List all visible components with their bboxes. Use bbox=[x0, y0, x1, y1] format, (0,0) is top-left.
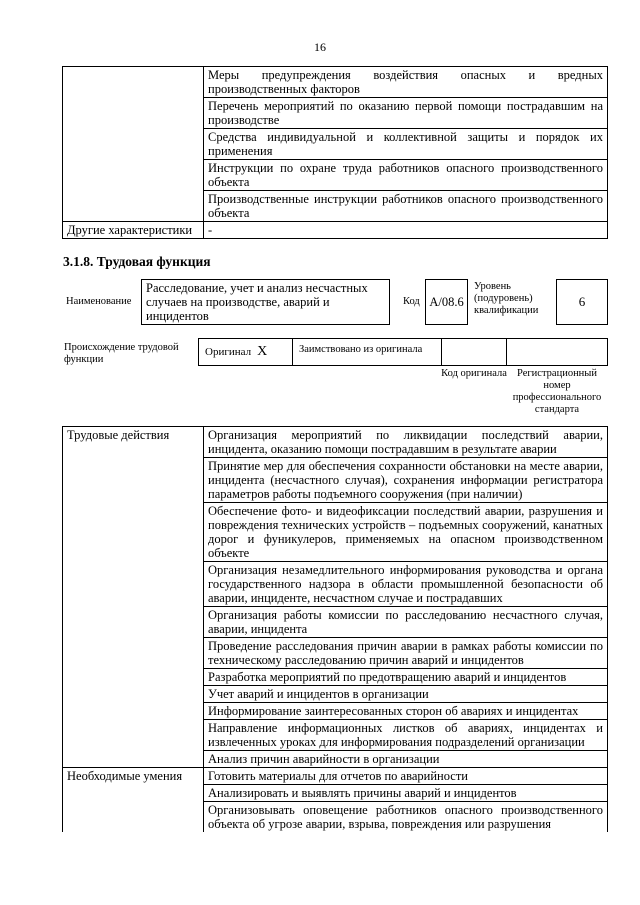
reg-caption: Регистрационный номер профессионального стандарта bbox=[512, 368, 602, 415]
labor-function-table bbox=[62, 426, 608, 832]
knowledge-item: Инструкции по охране труда работников опасного производственного объекта bbox=[204, 160, 608, 191]
function-code: А/08.6 bbox=[429, 294, 464, 309]
other-characteristics-value: - bbox=[204, 222, 608, 239]
skill-item: Анализировать и выявлять причины аварий и инцидентов bbox=[204, 785, 608, 802]
labor-action-item: Организация незамедлительного информирования руководства и органа государственного надзора в области промышленной безопасности об аварии, инциденте, несчастном случае и пострадавших bbox=[204, 562, 608, 607]
empty-label-cell bbox=[63, 67, 204, 222]
skill-item: Организовывать оповещение работников опасного производственного объекта об угрозе аварии, взрыва, повреждения или разрушения bbox=[204, 802, 608, 833]
labor-action-item: Организация мероприятий по ликвидации последствий аварии, инцидента, оказанию помощи пострадавшим в результате аварии bbox=[204, 427, 608, 458]
knowledge-item: Производственные инструкции работников опасного производственного объекта bbox=[204, 191, 608, 222]
labor-actions-label: Трудовые действия bbox=[63, 427, 204, 768]
section-heading: 3.1.8. Трудовая функция bbox=[63, 254, 211, 269]
reg-number-cell bbox=[506, 338, 608, 366]
code-caption: Код оригинала bbox=[441, 368, 507, 379]
level-box bbox=[556, 279, 608, 325]
labor-action-item: Принятие мер для обеспечения сохранности обстановки на месте аварии, инцидента (несчастного случая), сохранения информации регистратора параметров работы подъемного сооружения (при наличии) bbox=[204, 458, 608, 503]
original-label: Оригинал bbox=[205, 346, 252, 358]
original-cell bbox=[198, 338, 293, 366]
origin-label: Происхождение трудовой функции bbox=[64, 342, 179, 365]
labor-action-item: Организация работы комиссии по расследованию несчастного случая, аварии, инцидента bbox=[204, 607, 608, 638]
level-label: Уровень (подуровень) квалификации bbox=[474, 281, 539, 316]
knowledge-item: Перечень мероприятий по оказанию первой помощи пострадавшим на производстве bbox=[204, 98, 608, 129]
labor-action-item: Обеспечение фото- и видеофиксации последствий аварии, разрушения и повреждения технических устройств – подъемных сооружений, канатных дорог и фуникулеров, применяемых на опасном производственном объекте bbox=[204, 503, 608, 562]
function-name-box bbox=[141, 279, 390, 325]
knowledge-item: Средства индивидуальной и коллективной защиты и порядок их применения bbox=[204, 129, 608, 160]
level-value: 6 bbox=[578, 294, 586, 309]
original-mark: X bbox=[257, 344, 268, 359]
labor-action-item: Разработка мероприятий по предотвращению аварий и инцидентов bbox=[204, 669, 608, 686]
name-label: Наименование bbox=[66, 296, 132, 307]
page-number: 16 bbox=[314, 40, 326, 54]
labor-action-item: Направление информационных листков об авариях, инцидентах и извлеченных уроках для информирования подразделений организации bbox=[204, 720, 608, 751]
code-label: Код bbox=[403, 296, 420, 307]
function-name: Расследование, учет и анализ несчастных случаев на производстве, аварий и инцидентов bbox=[146, 281, 368, 323]
knowledge-item: Меры предупреждения воздействия опасных и вредных производственных факторов bbox=[204, 67, 608, 98]
knowledge-table bbox=[62, 66, 608, 239]
code-box bbox=[425, 279, 468, 325]
labor-action-item: Учет аварий и инцидентов в организации bbox=[204, 686, 608, 703]
labor-action-item: Информирование заинтересованных сторон об авариях и инцидентах bbox=[204, 703, 608, 720]
borrowed-cell bbox=[292, 338, 442, 366]
labor-action-item: Анализ причин аварийности в организации bbox=[204, 751, 608, 768]
required-skills-label: Необходимые умения bbox=[63, 768, 204, 833]
skill-item: Готовить материалы для отчетов по аварийности bbox=[204, 768, 608, 785]
original-code-cell bbox=[441, 338, 507, 366]
labor-action-item: Проведение расследования причин аварии в рамках работы комиссии по техническому расследованию причин аварий и инцидентов bbox=[204, 638, 608, 669]
borrowed-label: Заимствовано из оригинала bbox=[299, 344, 423, 355]
other-characteristics-label: Другие характеристики bbox=[63, 222, 204, 239]
